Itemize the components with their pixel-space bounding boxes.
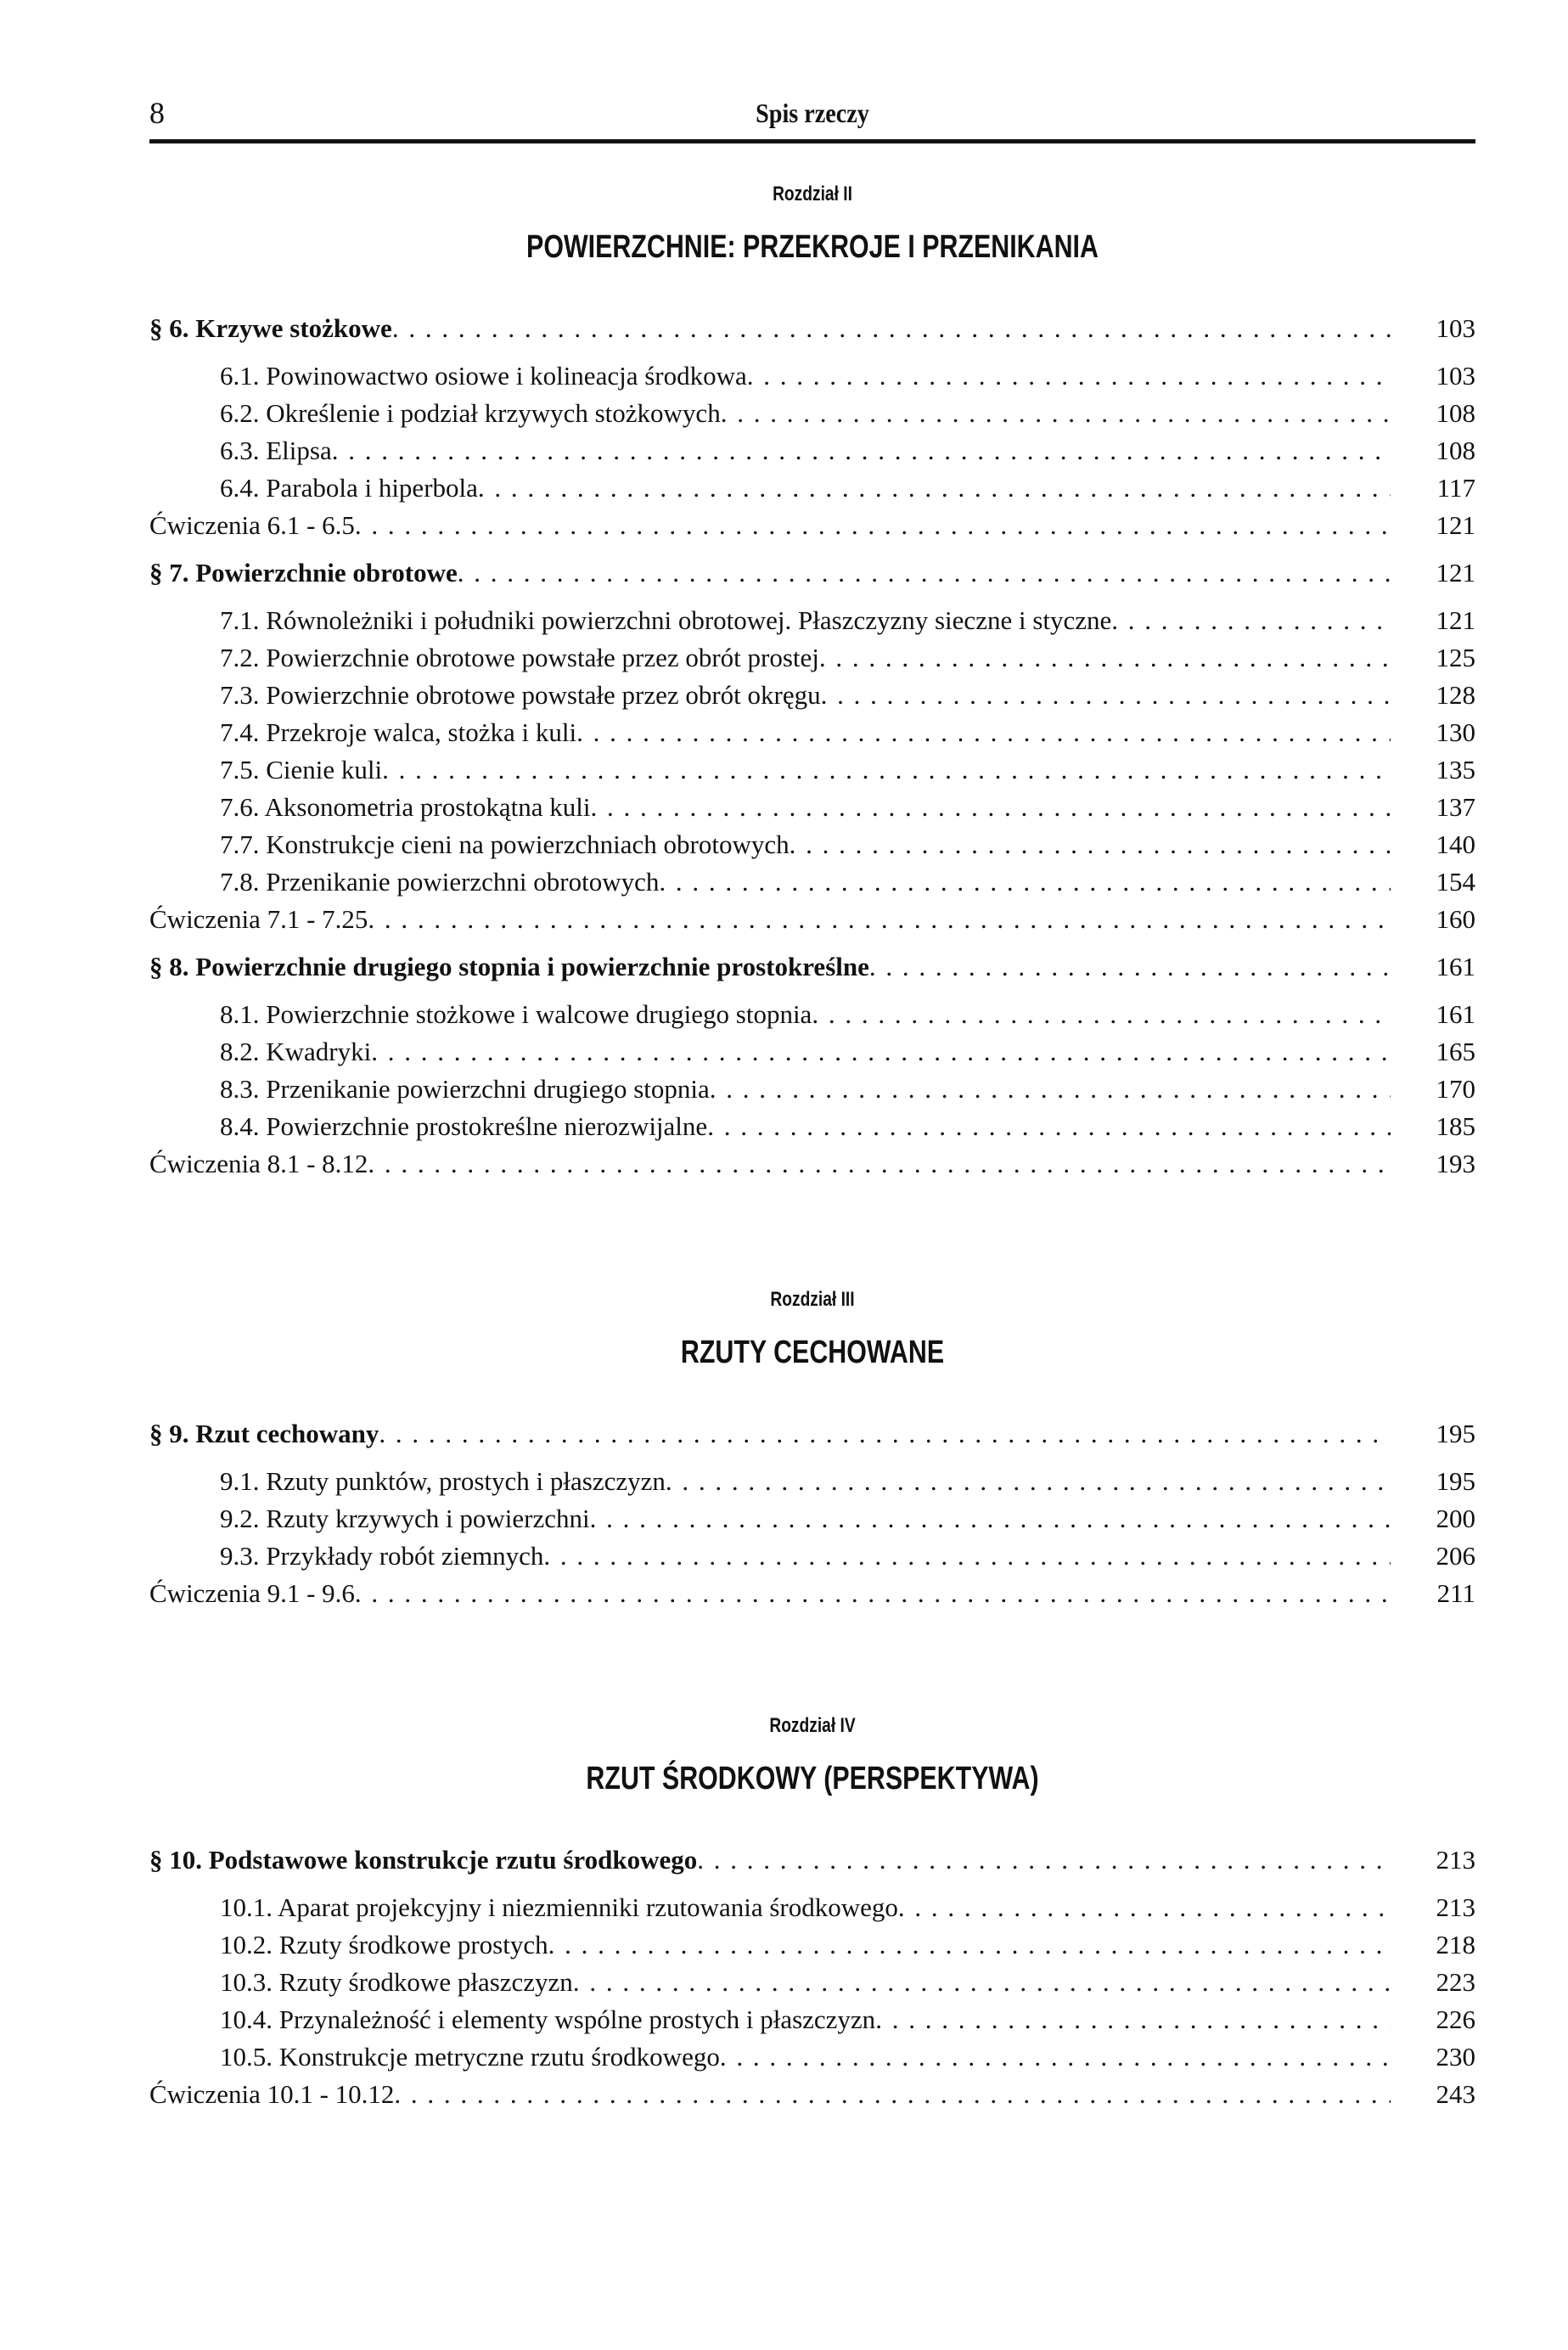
toc-entry-page: 140	[1436, 829, 1475, 859]
toc-entry	[149, 469, 1475, 507]
toc-entry	[149, 677, 1475, 714]
toc-entry-title: 9.3. Przykłady robót ziemnych	[220, 1541, 544, 1571]
toc-entry-title: 7.8. Przenikanie powierzchni obrotowych	[220, 867, 660, 897]
toc-entry	[149, 2076, 1475, 2113]
toc-entry	[149, 789, 1475, 826]
toc-entry-title: 10.1. Aparat projekcyjny i niezmienniki rzutowania środkowego	[220, 1892, 898, 1922]
toc-entry	[149, 1500, 1475, 1538]
toc-entry-page: 211	[1436, 1578, 1475, 1608]
toc-entry-title: 10.4. Przynależność i elementy wspólne prostych i płaszczyzn	[220, 2004, 876, 2034]
toc-entry	[149, 1841, 1475, 1879]
toc-entry-page: 218	[1436, 1930, 1475, 1959]
toc-entry-page: 128	[1436, 680, 1475, 710]
toc-entry-title: Ćwiczenia 9.1 - 9.6	[149, 1578, 355, 1608]
dot-leader	[392, 310, 1391, 347]
toc-entry	[149, 357, 1475, 395]
toc-entry-page: 108	[1436, 436, 1475, 465]
chapter-title: POWIERZCHNIE: PRZEKROJE I PRZENIKANIA	[526, 229, 1099, 265]
toc-entry	[149, 395, 1475, 432]
toc-entry-title: 6.2. Określenie i podział krzywych stożkowych	[220, 398, 721, 428]
toc-entry-page: 130	[1436, 717, 1475, 747]
page-number: 8	[149, 96, 165, 130]
toc-entry-title: § 7. Powierzchnie obrotowe	[149, 558, 458, 588]
toc-entry-page: 213	[1436, 1845, 1475, 1875]
toc-entry	[149, 507, 1475, 544]
dot-leader	[332, 432, 1391, 469]
toc-entry-page: 243	[1436, 2079, 1475, 2109]
toc-entry-title: 10.2. Rzuty środkowe prostych	[220, 1930, 548, 1959]
toc-entry	[149, 996, 1475, 1033]
toc-entry-page: 103	[1436, 361, 1475, 391]
toc-entry-title: 6.1. Powinowactwo osiowe i kolineacja środkowa	[220, 361, 747, 391]
toc-entry-title: 7.3. Powierzchnie obrotowe powstałe przez obrót okręgu	[220, 680, 821, 710]
toc-entry	[149, 2001, 1475, 2038]
toc-entries	[149, 1415, 1475, 1612]
dot-leader	[821, 677, 1391, 714]
toc-entry-page: 200	[1436, 1504, 1475, 1533]
dot-leader	[368, 901, 1391, 938]
running-title: Spis rzeczy	[756, 98, 869, 128]
dot-leader	[666, 1463, 1391, 1500]
toc-entry-page: 121	[1436, 558, 1475, 588]
dot-leader	[819, 639, 1391, 677]
toc-entry-title: 9.1. Rzuty punktów, prostych i płaszczyzn	[220, 1466, 666, 1496]
toc-entry	[149, 1538, 1475, 1575]
dot-leader	[720, 2038, 1391, 2076]
toc-entry-page: 206	[1436, 1541, 1475, 1571]
toc-entry	[149, 432, 1475, 469]
toc-entry-page: 230	[1436, 2042, 1475, 2072]
toc-entry-page: 160	[1436, 904, 1475, 934]
toc-entry-title: Ćwiczenia 8.1 - 8.12	[149, 1149, 368, 1178]
toc-entry	[149, 1108, 1475, 1145]
toc-entry-title: 7.2. Powierzchnie obrotowe powstałe przez obrót prostej	[220, 643, 819, 672]
toc-entry-page: 137	[1436, 792, 1475, 822]
toc-entry-title: § 8. Powierzchnie drugiego stopnia i powierzchnie prostokreślne	[149, 952, 869, 981]
toc-entry-page: 195	[1436, 1466, 1475, 1496]
dot-leader	[543, 1538, 1391, 1575]
toc-entry-page: 195	[1436, 1419, 1475, 1448]
toc-entry-page: 154	[1436, 867, 1475, 897]
toc-entry-title: 7.1. Równoleżniki i południki powierzchni obrotowej. Płaszczyzny sieczne i styczne	[220, 605, 1112, 635]
dot-leader	[710, 1071, 1391, 1108]
dot-leader	[458, 554, 1391, 592]
toc-entry	[149, 948, 1475, 986]
dot-leader	[591, 789, 1391, 826]
toc-entry-title: 9.2. Rzuty krzywych i powierzchni	[220, 1504, 590, 1533]
dot-leader	[355, 507, 1391, 544]
dot-leader	[875, 2001, 1391, 2038]
toc-entry-title: § 6. Krzywe stożkowe	[149, 313, 392, 343]
dot-leader	[576, 714, 1391, 751]
dot-leader	[548, 1926, 1391, 1964]
dot-leader	[382, 751, 1391, 789]
toc-entry-page: 108	[1436, 398, 1475, 428]
toc-entry	[149, 2038, 1475, 2076]
toc-entry	[149, 714, 1475, 751]
toc-entry-title: 7.7. Konstrukcje cieni na powierzchniach obrotowych	[220, 829, 790, 859]
toc-entry-page: 121	[1436, 510, 1475, 540]
toc-entry-page: 135	[1436, 755, 1475, 784]
toc-entry	[149, 1463, 1475, 1500]
toc-entry-page: 125	[1436, 643, 1475, 672]
toc-entry-title: § 9. Rzut cechowany	[149, 1419, 379, 1448]
toc-entry	[149, 901, 1475, 938]
dot-leader	[869, 948, 1391, 986]
chapter-3	[149, 1288, 1475, 1612]
toc-entry-page: 161	[1436, 952, 1475, 981]
toc-entry-title: 7.4. Przekroje walca, stożka i kuli	[220, 717, 577, 747]
toc-entry	[149, 1033, 1475, 1071]
toc-entry-title: 8.2. Kwadryki	[220, 1037, 372, 1066]
chapter-4	[149, 1714, 1475, 2113]
chapter-label: Rozdział II	[773, 183, 852, 205]
toc-entry	[149, 1145, 1475, 1183]
toc-entry-title: 6.4. Parabola i hiperbola	[220, 473, 478, 503]
toc-entry-title: 7.6. Aksonometria prostokątna kuli	[220, 792, 591, 822]
chapter-2	[149, 183, 1475, 1183]
toc-entry-page: 185	[1436, 1111, 1475, 1141]
dot-leader	[478, 469, 1391, 507]
dot-leader	[590, 1500, 1391, 1538]
toc-entry	[149, 554, 1475, 592]
toc-entry-title: 6.3. Elipsa	[220, 436, 332, 465]
chapter-title: RZUTY CECHOWANE	[680, 1335, 945, 1370]
toc-entry-title: 8.4. Powierzchnie prostokreślne nierozwijalne	[220, 1111, 708, 1141]
toc-entry-page: 193	[1436, 1149, 1475, 1178]
chapter-label: Rozdział IV	[769, 1714, 856, 1737]
toc-entry	[149, 1071, 1475, 1108]
dot-leader	[394, 2076, 1391, 2113]
toc-entries	[149, 310, 1475, 1183]
toc-entry-page: 161	[1436, 999, 1475, 1029]
toc-entry	[149, 602, 1475, 639]
chapter-title: RZUT ŚRODKOWY (PERSPEKTYWA)	[586, 1761, 1039, 1796]
dot-leader	[697, 1841, 1391, 1879]
toc-entry	[149, 826, 1475, 863]
toc-entry	[149, 863, 1475, 901]
dot-leader	[721, 395, 1391, 432]
toc-entry-page: 121	[1436, 605, 1475, 635]
dot-leader	[379, 1415, 1391, 1453]
toc-entries	[149, 1841, 1475, 2113]
dot-leader	[898, 1889, 1391, 1926]
dot-leader	[747, 357, 1391, 395]
toc-entry	[149, 1926, 1475, 1964]
dot-leader	[1111, 602, 1391, 639]
toc-entry-title: Ćwiczenia 7.1 - 7.25	[149, 904, 368, 934]
toc-entry-page: 165	[1436, 1037, 1475, 1066]
toc-entry-title: 8.1. Powierzchnie stożkowe i walcowe drugiego stopnia	[220, 999, 812, 1029]
toc-entry-title: 10.5. Konstrukcje metryczne rzutu środkowego	[220, 2042, 720, 2072]
toc-entry	[149, 1575, 1475, 1612]
toc-entry-page: 117	[1436, 473, 1475, 503]
dot-leader	[707, 1108, 1391, 1145]
dot-leader	[659, 863, 1391, 901]
toc-entry-page: 170	[1436, 1074, 1475, 1104]
toc-entry-page: 213	[1436, 1892, 1475, 1922]
toc-entry	[149, 310, 1475, 347]
toc-entry-title: § 10. Podstawowe konstrukcje rzutu środkowego	[149, 1845, 698, 1875]
toc-entry	[149, 1415, 1475, 1453]
dot-leader	[573, 1964, 1391, 2001]
toc-entry-page: 223	[1436, 1967, 1475, 1997]
running-header	[149, 92, 1475, 134]
toc-entry	[149, 639, 1475, 677]
toc-entry	[149, 751, 1475, 789]
toc-entry-page: 226	[1436, 2004, 1475, 2034]
dot-leader	[790, 826, 1391, 863]
dot-leader	[368, 1145, 1391, 1183]
dot-leader	[355, 1575, 1391, 1612]
toc-entry-page: 103	[1436, 313, 1475, 343]
toc-entry	[149, 1889, 1475, 1926]
toc-entry-title: 7.5. Cienie kuli	[220, 755, 383, 784]
toc-entry-title: Ćwiczenia 6.1 - 6.5	[149, 510, 355, 540]
toc-entry	[149, 1964, 1475, 2001]
toc-entry-title: Ćwiczenia 10.1 - 10.12	[149, 2079, 395, 2109]
header-rule	[149, 139, 1475, 143]
dot-leader	[812, 996, 1391, 1033]
dot-leader	[371, 1033, 1391, 1071]
toc-entry-title: 10.3. Rzuty środkowe płaszczyzn	[220, 1967, 573, 1997]
toc-entry-title: 8.3. Przenikanie powierzchni drugiego stopnia	[220, 1074, 710, 1104]
chapter-label: Rozdział III	[770, 1288, 855, 1311]
